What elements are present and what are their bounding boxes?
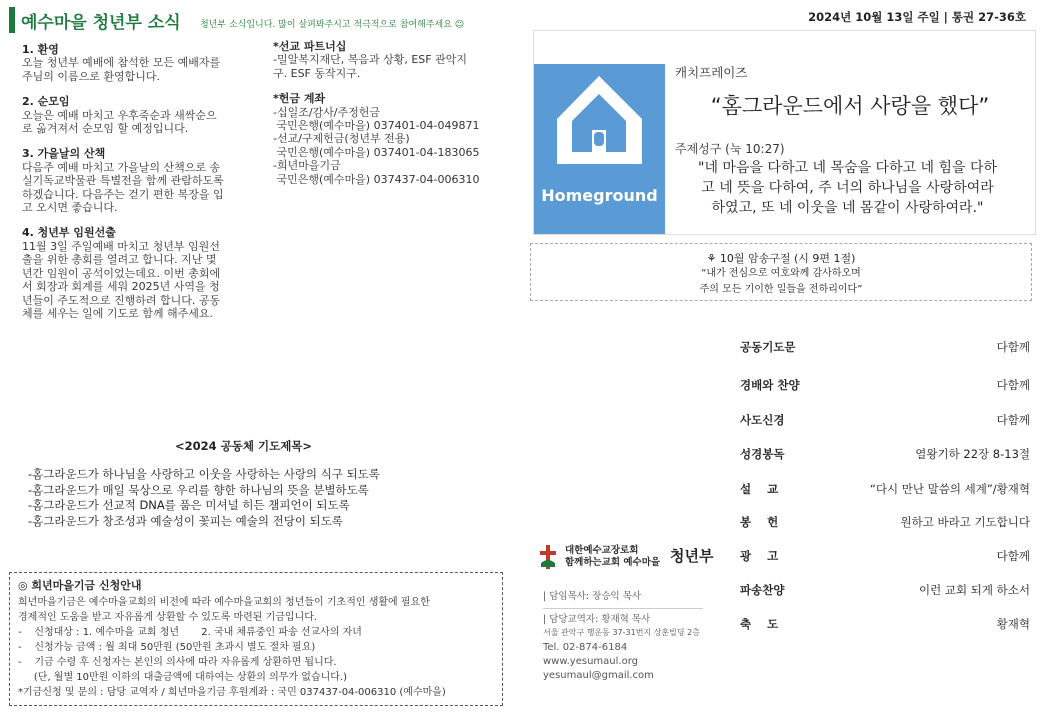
- fund-line: - 신청가능 금액 : 월 최대 50만원 (50만원 초과시 별도 절차 필요): [18, 642, 316, 653]
- order-item: 경배와 찬양: [740, 378, 800, 392]
- memory-verse-line: “내가 전심으로 여호와께 감사하오며: [701, 268, 861, 279]
- memory-verse-title: ⚘ 10월 암송구절 (시 9편 1절): [706, 252, 856, 265]
- youth-minister: | 담당교역자: 황재혁 목사: [543, 614, 651, 625]
- order-leader: 이런 교회 되게 하소서: [919, 583, 1030, 597]
- order-row: [740, 582, 1030, 602]
- header-accent-bar: [9, 7, 15, 33]
- body-line: 주님의 이름으로 환영합니다.: [22, 69, 161, 83]
- order-leader: 다함께: [996, 549, 1030, 563]
- mission-partners: [273, 40, 503, 80]
- order-row: [740, 446, 1030, 466]
- body-line: 고 오시면 좋습니다.: [22, 201, 118, 215]
- order-item: 성경봉독: [740, 447, 785, 461]
- offering-line: -선교/구제헌금(청년부 전용): [273, 132, 410, 146]
- order-row: [740, 377, 1030, 397]
- prayer-title: <2024 공동체 기도제목>: [175, 439, 313, 453]
- order-leader: 다함께: [996, 413, 1030, 427]
- theme-verse-ref: 주제성구 (눅 10:27): [675, 142, 785, 156]
- verse-line: 하였고, 또 네 이웃을 네 몸같이 사랑하여라.": [711, 200, 984, 216]
- body-line: 11월 3일 주일예배 마치고 청년부 임원선: [22, 239, 220, 253]
- announcement-heading: 3. 가을날의 산책: [22, 147, 106, 161]
- church-title: 함께하는교회 예수마을: [565, 557, 661, 568]
- order-leader: 열왕기하 22장 8-13절: [915, 447, 1030, 461]
- body-line: 출을 위한 총회를 열려고 합니다. 지난 몇: [22, 253, 217, 267]
- fund-line: *기금신청 및 문의 : 담당 교역자 / 희년마을기금 후원계좌 : 국민 037437-04-006310 (예수마을): [18, 687, 446, 698]
- body-line: 서 회장과 회계를 세워 2025년 사역을 청: [22, 280, 220, 294]
- verse-line: 고 네 뜻을 다하여, 주 너의 하나님을 사랑하여라: [701, 180, 994, 196]
- fund-line: 희년마을기금은 예수마을교회의 비전에 따라 예수마을교회의 청년들이 기초적인 생활에 필요한: [18, 597, 430, 608]
- body-line: 다음주 예배 마치고 가을날의 산책으로 송: [22, 160, 221, 174]
- church-name: [565, 545, 660, 569]
- prayer-item: -홈그라운드가 창조성과 예술성이 꽃피는 예술의 전당이 되도록: [28, 513, 343, 528]
- order-item: 축 도: [740, 617, 779, 631]
- church-contact: [543, 641, 654, 683]
- page-subtitle: 청년부 소식입니다. 많이 살펴봐주시고 적극적으로 참여해주세요 ☺: [200, 20, 465, 30]
- church-staff: [543, 589, 703, 628]
- church-logo-icon: [538, 543, 558, 571]
- announcement-body: [22, 56, 250, 83]
- order-leader: 원하고 바라고 기도합니다: [900, 515, 1030, 529]
- order-item: 설 교: [740, 482, 779, 496]
- body-line: 하겠습니다. 다음주는 걷기 편한 복장을 입: [22, 187, 224, 201]
- order-row: [740, 514, 1030, 534]
- announcements: [22, 43, 250, 332]
- body-line: 년간 임원이 공석이었는데요. 이번 총회에: [22, 266, 221, 280]
- body-line: 로 옮겨져서 순모임 할 예정입니다.: [22, 122, 189, 136]
- offering-heading: *헌금 계좌: [273, 92, 326, 106]
- fund-line: (단, 월별 10만원 이하의 대출금액에 대하여는 상환의 의무가 없습니다.): [18, 672, 348, 683]
- offering-line: -희년마을기금: [273, 159, 341, 173]
- theme-title: “홈그라운드에서 사랑을 했다”: [710, 94, 990, 118]
- order-item: 사도신경: [740, 413, 785, 427]
- offering-line: -십일조/감사/주정헌금: [273, 105, 381, 119]
- partners-line: -밀알복지재단, 복음과 상황, ESF 관악지: [273, 53, 467, 67]
- offering-line: 국민은행(예수마을) 037401-04-049871: [273, 119, 480, 133]
- homeground-logo: [534, 64, 665, 234]
- partners-heading: *선교 파트너십: [273, 40, 347, 53]
- order-row: [740, 412, 1030, 432]
- order-row: [740, 481, 1030, 501]
- page-title: 예수마을 청년부 소식: [21, 13, 181, 33]
- church-address: 서울 관악구 행운동 37-31번지 상훈빌딩 2층: [543, 628, 700, 637]
- announcement-small-group: [22, 95, 250, 135]
- order-item: 공동기도문: [740, 340, 796, 354]
- prayer-item: -홈그라운드가 매일 묵상으로 우리를 향한 하나님의 뜻을 분별하도록: [28, 482, 369, 497]
- theme-verse: [675, 158, 1020, 218]
- prayer-item: -홈그라운드가 하나님을 사랑하고 이웃을 사랑하는 사랑의 식구 되도록: [28, 467, 380, 481]
- announcement-heading: 1. 환영: [22, 43, 59, 56]
- senior-pastor: | 담임목사: 장승익 목사: [543, 591, 642, 602]
- body-line: 오늘은 예배 마치고 우후죽순과 새싹순으: [22, 108, 217, 122]
- order-row: [740, 548, 1030, 568]
- fund-heading: ◎ 희년마을기금 신청안내: [18, 579, 142, 592]
- offering-accounts: [273, 92, 503, 186]
- church-email[interactable]: yesumaul@gmail.com: [543, 670, 654, 681]
- church-denomination: 대한예수교장로회: [565, 545, 639, 556]
- offering-line: 국민은행(예수마을) 037437-04-006310: [273, 172, 480, 186]
- announcement-heading: 2. 순모임: [22, 95, 70, 109]
- announcement-election: [22, 226, 250, 320]
- fund-line: - 신청대상 : 1. 예수마을 교회 청년 2. 국내 체류중인 파송 선교사의 자녀: [18, 627, 362, 638]
- church-website[interactable]: www.yesumaul.org: [543, 656, 638, 667]
- divider: [543, 608, 703, 609]
- memory-verse-line: 주의 모든 기이한 일들을 전하리이다”: [699, 284, 863, 295]
- offering-line: 국민은행(예수마을) 037401-04-183065: [273, 145, 480, 159]
- fund-line: - 기금 수령 후 신청자는 본인의 의사에 따라 자유롭게 상환하면 됩니다.: [18, 657, 337, 668]
- church-department: 청년부: [670, 547, 714, 565]
- body-line: 체를 세우는 일에 기도로 함께 해주세요.: [22, 306, 213, 320]
- body-line: 오늘 청년부 예배에 참석한 모든 예배자를: [22, 56, 221, 70]
- order-item: 광 고: [740, 549, 779, 563]
- order-leader: 다함께: [996, 378, 1030, 392]
- issue-date: 2024년 10월 13일 주일 | 통권 27-36호: [808, 10, 1026, 24]
- prayer-item: -홈그라운드가 선교적 DNA를 품은 미셔널 히든 챔피언이 되도록: [28, 498, 350, 512]
- body-line: 년들이 주도적으로 진행하려 합니다. 공동: [22, 293, 221, 307]
- house-icon: [534, 64, 665, 234]
- order-leader: “다시 만난 말씀의 세계”/황재혁: [869, 482, 1030, 496]
- prayer-list: [28, 467, 380, 529]
- order-row: [740, 339, 1030, 359]
- announcement-body: [22, 161, 250, 215]
- memory-verse-box: [530, 243, 1032, 301]
- announcement-autumn-walk: [22, 147, 250, 214]
- info-column: [273, 40, 503, 198]
- announcement-welcome: [22, 43, 250, 83]
- fund-line: 경제적인 도움을 받고 자유롭게 상환할 수 있도록 마련된 기금입니다.: [18, 612, 318, 623]
- jubilee-fund-notice: [9, 572, 503, 706]
- order-item: 파송찬양: [740, 583, 785, 597]
- order-leader: 황재혁: [996, 617, 1030, 631]
- order-item: 봉 헌: [740, 515, 779, 529]
- announcement-body: [22, 240, 250, 320]
- order-leader: 다함께: [996, 340, 1030, 354]
- catchphrase-label: 캐치프레이즈: [675, 65, 748, 80]
- partners-line: 구. ESF 동작지구.: [273, 66, 361, 80]
- announcement-heading: 4. 청년부 임원선출: [22, 226, 116, 240]
- homeground-logo-text: Homeground: [541, 186, 658, 205]
- announcement-body: [22, 109, 250, 136]
- verse-line: "네 마음을 다하고 네 목숨을 다하고 네 힘을 다하: [698, 160, 997, 176]
- body-line: 실기독교박물관 특별전을 함께 관람하도록: [22, 174, 224, 188]
- church-phone: Tel. 02-874-6184: [543, 642, 628, 653]
- order-row: [740, 616, 1030, 636]
